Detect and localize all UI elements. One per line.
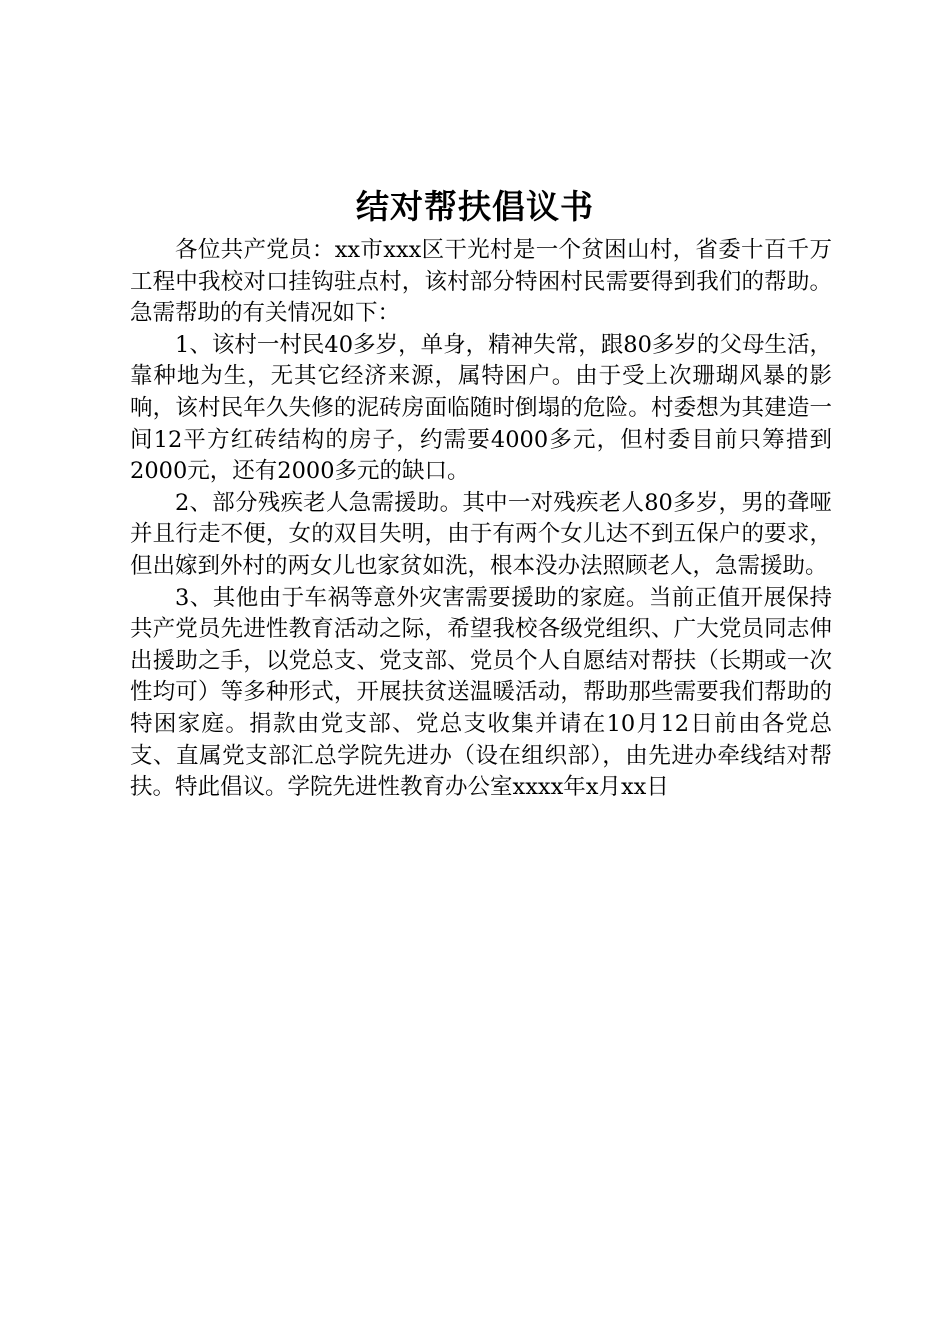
paragraph-item-1: 1、该村一村民40多岁，单身，精神失常，跟80多岁的父母生活，靠种地为生，无其它经济来源，属特困户。由于受上次珊瑚风暴的影响，该村民年久失修的泥砖房面临随时倒塌的危险。村委想为其建造一间12平方红砖结构的房子，约需要4000多元，但村委目前只筹措到2000元，还有2000多元的缺口。	[130, 331, 832, 485]
paragraph-intro: 各位共产党员：xx市xxx区干光村是一个贫困山村，省委十百千万工程中我校对口挂钩驻点村，该村部分特困村民需要得到我们的帮助。急需帮助的有关情况如下：	[130, 237, 832, 327]
paragraph-item-3: 3、其他由于车祸等意外灾害需要援助的家庭。当前正值开展保持共产党员先进性教育活动之际，希望我校各级党组织、广大党员同志伸出援助之手，以党总支、党支部、党员个人自愿结对帮扶（长期或一次性均可）等多种形式，开展扶贫送温暖活动，帮助那些需要我们帮助的特困家庭。捐款由党支部、党总支收集并请在10月12日前由各党总支、直属党支部汇总学院先进办（设在组织部），由先进办牵线结对帮扶。特此倡议。学院先进性教育办公室xxxx年x月xx日	[130, 584, 832, 801]
document-body	[130, 235, 832, 804]
paragraph-item-2: 2、部分残疾老人急需援助。其中一对残疾老人80多岁，男的聋哑并且行走不便，女的双目失明，由于有两个女儿达不到五保户的要求，但出嫁到外村的两女儿也家贫如洗，根本没办法照顾老人，急需援助。	[130, 489, 832, 579]
document-title: 结对帮扶倡议书	[356, 187, 594, 226]
